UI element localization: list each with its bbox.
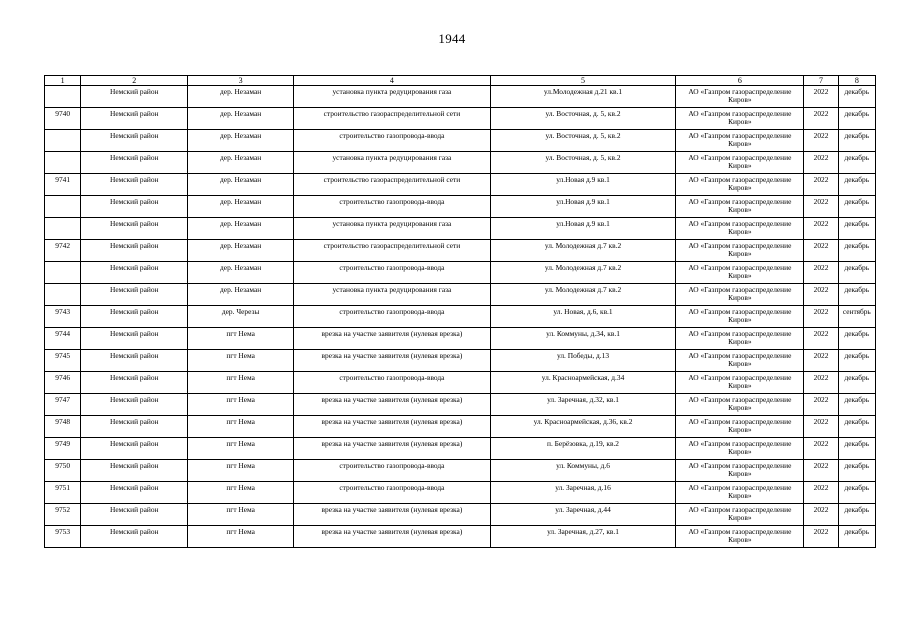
work-type-cell: строительство газопровода-ввода: [294, 372, 491, 394]
locality-cell: дер. Незаман: [188, 284, 294, 306]
row-number-cell: 9744: [45, 328, 81, 350]
table-row: [45, 460, 876, 482]
district-cell: Немский район: [81, 416, 188, 438]
month-cell: декабрь: [838, 438, 875, 460]
month-cell: декабрь: [838, 86, 875, 108]
table-row: [45, 130, 876, 152]
address-cell: ул. Коммуны, д.6: [490, 460, 676, 482]
organization-cell: АО «Газпром газораспределение Киров»: [676, 504, 804, 526]
work-type-cell: строительство газопровода-ввода: [294, 460, 491, 482]
month-cell: декабрь: [838, 394, 875, 416]
table-row: [45, 328, 876, 350]
locality-cell: дер. Незаман: [188, 174, 294, 196]
column-header: 3: [188, 76, 294, 86]
header-row: [45, 76, 876, 86]
organization-cell: АО «Газпром газораспределение Киров»: [676, 328, 804, 350]
address-cell: ул. Восточная, д. 5, кв.2: [490, 152, 676, 174]
column-header: 7: [804, 76, 838, 86]
district-cell: Немский район: [81, 86, 188, 108]
organization-cell: АО «Газпром газораспределение Киров»: [676, 262, 804, 284]
address-cell: ул. Заречная, д.32, кв.1: [490, 394, 676, 416]
row-number-cell: 9742: [45, 240, 81, 262]
district-cell: Немский район: [81, 394, 188, 416]
locality-cell: дер. Незаман: [188, 240, 294, 262]
table-row: [45, 504, 876, 526]
organization-cell: АО «Газпром газораспределение Киров»: [676, 218, 804, 240]
district-cell: Немский район: [81, 460, 188, 482]
year-cell: 2022: [804, 108, 838, 130]
organization-cell: АО «Газпром газораспределение Киров»: [676, 86, 804, 108]
locality-cell: дер. Черезы: [188, 306, 294, 328]
locality-cell: пгт Нема: [188, 372, 294, 394]
month-cell: декабрь: [838, 372, 875, 394]
locality-cell: дер. Незаман: [188, 218, 294, 240]
month-cell: декабрь: [838, 218, 875, 240]
locality-cell: дер. Незаман: [188, 86, 294, 108]
row-number-cell: 9753: [45, 526, 81, 548]
year-cell: 2022: [804, 86, 838, 108]
year-cell: 2022: [804, 416, 838, 438]
locality-cell: дер. Незаман: [188, 152, 294, 174]
district-cell: Немский район: [81, 482, 188, 504]
table-row: [45, 218, 876, 240]
district-cell: Немский район: [81, 372, 188, 394]
district-cell: Немский район: [81, 130, 188, 152]
address-cell: ул. Заречная, д.16: [490, 482, 676, 504]
organization-cell: АО «Газпром газораспределение Киров»: [676, 306, 804, 328]
row-number-cell: 9745: [45, 350, 81, 372]
work-type-cell: установка пункта редуцирования газа: [294, 218, 491, 240]
month-cell: декабрь: [838, 240, 875, 262]
column-header: 1: [45, 76, 81, 86]
locality-cell: пгт Нема: [188, 350, 294, 372]
month-cell: декабрь: [838, 482, 875, 504]
address-cell: ул. Восточная, д. 5, кв.2: [490, 108, 676, 130]
row-number-cell: 9747: [45, 394, 81, 416]
column-header: 5: [490, 76, 676, 86]
year-cell: 2022: [804, 482, 838, 504]
district-cell: Немский район: [81, 328, 188, 350]
address-cell: ул. Заречная, д.44: [490, 504, 676, 526]
row-number-cell: [45, 86, 81, 108]
locality-cell: пгт Нема: [188, 438, 294, 460]
district-cell: Немский район: [81, 306, 188, 328]
locality-cell: пгт Нема: [188, 328, 294, 350]
address-cell: ул. Молодежная д.7 кв.2: [490, 262, 676, 284]
year-cell: 2022: [804, 438, 838, 460]
locality-cell: пгт Нема: [188, 394, 294, 416]
locality-cell: пгт Нема: [188, 482, 294, 504]
month-cell: декабрь: [838, 152, 875, 174]
work-type-cell: врезка на участке заявителя (нулевая врезка): [294, 394, 491, 416]
district-cell: Немский район: [81, 438, 188, 460]
year-cell: 2022: [804, 394, 838, 416]
year-cell: 2022: [804, 240, 838, 262]
year-cell: 2022: [804, 130, 838, 152]
row-number-cell: 9748: [45, 416, 81, 438]
work-type-cell: строительство газопровода-ввода: [294, 482, 491, 504]
work-type-cell: установка пункта редуцирования газа: [294, 152, 491, 174]
address-cell: ул.Новая д.9 кв.1: [490, 196, 676, 218]
row-number-cell: 9751: [45, 482, 81, 504]
organization-cell: АО «Газпром газораспределение Киров»: [676, 350, 804, 372]
row-number-cell: 9746: [45, 372, 81, 394]
locality-cell: дер. Незаман: [188, 262, 294, 284]
table-row: [45, 372, 876, 394]
work-type-cell: установка пункта редуцирования газа: [294, 86, 491, 108]
district-cell: Немский район: [81, 152, 188, 174]
district-cell: Немский район: [81, 350, 188, 372]
address-cell: ул. Коммуны, д.34, кв.1: [490, 328, 676, 350]
address-cell: ул.Молодежная д.21 кв.1: [490, 86, 676, 108]
column-header: 2: [81, 76, 188, 86]
address-cell: ул. Новая, д.6, кв.1: [490, 306, 676, 328]
year-cell: 2022: [804, 350, 838, 372]
work-type-cell: врезка на участке заявителя (нулевая врезка): [294, 416, 491, 438]
locality-cell: дер. Незаман: [188, 196, 294, 218]
district-cell: Немский район: [81, 196, 188, 218]
work-type-cell: врезка на участке заявителя (нулевая врезка): [294, 328, 491, 350]
month-cell: декабрь: [838, 196, 875, 218]
table-row: [45, 196, 876, 218]
year-cell: 2022: [804, 372, 838, 394]
year-cell: 2022: [804, 284, 838, 306]
month-cell: декабрь: [838, 328, 875, 350]
table-row: [45, 152, 876, 174]
column-header: 8: [838, 76, 875, 86]
organization-cell: АО «Газпром газораспределение Киров»: [676, 174, 804, 196]
table-row: [45, 240, 876, 262]
year-cell: 2022: [804, 328, 838, 350]
work-type-cell: строительство газопровода-ввода: [294, 262, 491, 284]
column-header: 6: [676, 76, 804, 86]
work-type-cell: строительство газопровода-ввода: [294, 130, 491, 152]
address-cell: ул. Заречная, д.27, кв.1: [490, 526, 676, 548]
address-cell: ул. Молодежная д.7 кв.2: [490, 240, 676, 262]
month-cell: сентябрь: [838, 306, 875, 328]
row-number-cell: 9743: [45, 306, 81, 328]
organization-cell: АО «Газпром газораспределение Киров»: [676, 284, 804, 306]
year-cell: 2022: [804, 460, 838, 482]
year-cell: 2022: [804, 504, 838, 526]
district-cell: Немский район: [81, 262, 188, 284]
address-cell: ул. Красноармейская, д.34: [490, 372, 676, 394]
table-row: [45, 108, 876, 130]
work-type-cell: строительство газопровода-ввода: [294, 196, 491, 218]
month-cell: декабрь: [838, 284, 875, 306]
organization-cell: АО «Газпром газораспределение Киров»: [676, 130, 804, 152]
table-row: [45, 526, 876, 548]
district-cell: Немский район: [81, 504, 188, 526]
column-header: 4: [294, 76, 491, 86]
district-cell: Немский район: [81, 174, 188, 196]
month-cell: декабрь: [838, 108, 875, 130]
district-cell: Немский район: [81, 218, 188, 240]
year-cell: 2022: [804, 218, 838, 240]
address-cell: ул. Красноармейская, д.36, кв.2: [490, 416, 676, 438]
month-cell: декабрь: [838, 174, 875, 196]
row-number-cell: [45, 284, 81, 306]
organization-cell: АО «Газпром газораспределение Киров»: [676, 438, 804, 460]
organization-cell: АО «Газпром газораспределение Киров»: [676, 394, 804, 416]
work-type-cell: врезка на участке заявителя (нулевая врезка): [294, 504, 491, 526]
locality-cell: дер. Незаман: [188, 130, 294, 152]
locality-cell: пгт Нема: [188, 416, 294, 438]
address-cell: п. Берёзовка, д.19, кв.2: [490, 438, 676, 460]
organization-cell: АО «Газпром газораспределение Киров»: [676, 196, 804, 218]
district-cell: Немский район: [81, 526, 188, 548]
organization-cell: АО «Газпром газораспределение Киров»: [676, 240, 804, 262]
locality-cell: пгт Нема: [188, 504, 294, 526]
organization-cell: АО «Газпром газораспределение Киров»: [676, 526, 804, 548]
table-row: [45, 174, 876, 196]
work-type-cell: строительство газораспределительной сети: [294, 108, 491, 130]
year-cell: 2022: [804, 152, 838, 174]
district-cell: Немский район: [81, 240, 188, 262]
month-cell: декабрь: [838, 130, 875, 152]
organization-cell: АО «Газпром газораспределение Киров»: [676, 152, 804, 174]
row-number-cell: [45, 262, 81, 284]
table-row: [45, 416, 876, 438]
work-type-cell: врезка на участке заявителя (нулевая врезка): [294, 350, 491, 372]
row-number-cell: [45, 152, 81, 174]
table-row: [45, 350, 876, 372]
organization-cell: АО «Газпром газораспределение Киров»: [676, 416, 804, 438]
month-cell: декабрь: [838, 526, 875, 548]
locality-cell: дер. Незаман: [188, 108, 294, 130]
month-cell: декабрь: [838, 350, 875, 372]
month-cell: декабрь: [838, 504, 875, 526]
registry-table: [44, 75, 876, 548]
year-cell: 2022: [804, 196, 838, 218]
table-row: [45, 394, 876, 416]
row-number-cell: 9749: [45, 438, 81, 460]
work-type-cell: строительство газораспределительной сети: [294, 174, 491, 196]
work-type-cell: установка пункта редуцирования газа: [294, 284, 491, 306]
work-type-cell: врезка на участке заявителя (нулевая врезка): [294, 438, 491, 460]
month-cell: декабрь: [838, 460, 875, 482]
work-type-cell: врезка на участке заявителя (нулевая врезка): [294, 526, 491, 548]
table-row: [45, 262, 876, 284]
address-cell: ул.Новая д.9 кв.1: [490, 174, 676, 196]
year-cell: 2022: [804, 306, 838, 328]
year-cell: 2022: [804, 262, 838, 284]
work-type-cell: строительство газораспределительной сети: [294, 240, 491, 262]
locality-cell: пгт Нема: [188, 526, 294, 548]
row-number-cell: 9750: [45, 460, 81, 482]
month-cell: декабрь: [838, 416, 875, 438]
address-cell: ул. Победы, д.13: [490, 350, 676, 372]
work-type-cell: строительство газопровода-ввода: [294, 306, 491, 328]
address-cell: ул. Молодежная д.7 кв.2: [490, 284, 676, 306]
row-number-cell: [45, 196, 81, 218]
locality-cell: пгт Нема: [188, 460, 294, 482]
table-row: [45, 438, 876, 460]
organization-cell: АО «Газпром газораспределение Киров»: [676, 482, 804, 504]
district-cell: Немский район: [81, 108, 188, 130]
table-row: [45, 86, 876, 108]
table-row: [45, 482, 876, 504]
organization-cell: АО «Газпром газораспределение Киров»: [676, 372, 804, 394]
row-number-cell: 9741: [45, 174, 81, 196]
organization-cell: АО «Газпром газораспределение Киров»: [676, 460, 804, 482]
page-number: 1944: [438, 31, 466, 46]
district-cell: Немский район: [81, 284, 188, 306]
row-number-cell: [45, 218, 81, 240]
table-row: [45, 306, 876, 328]
address-cell: ул. Восточная, д. 5, кв.2: [490, 130, 676, 152]
organization-cell: АО «Газпром газораспределение Киров»: [676, 108, 804, 130]
address-cell: ул.Новая д.9 кв.1: [490, 218, 676, 240]
year-cell: 2022: [804, 174, 838, 196]
month-cell: декабрь: [838, 262, 875, 284]
row-number-cell: 9752: [45, 504, 81, 526]
table-body: [45, 86, 876, 548]
row-number-cell: [45, 130, 81, 152]
year-cell: 2022: [804, 526, 838, 548]
row-number-cell: 9740: [45, 108, 81, 130]
table-row: [45, 284, 876, 306]
